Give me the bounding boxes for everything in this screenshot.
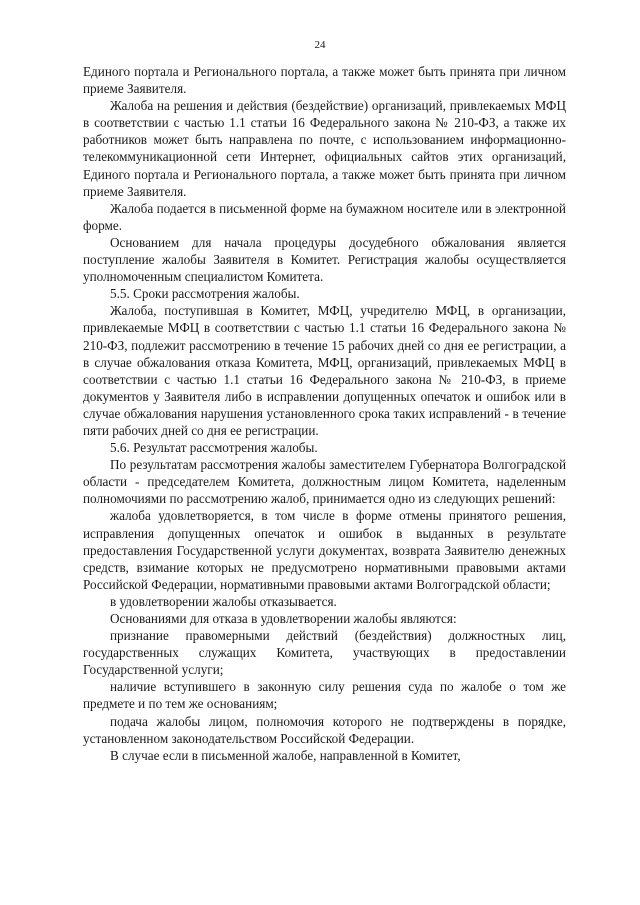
- paragraph: в удовлетворении жалобы отказывается.: [110, 593, 337, 609]
- paragraph: Единого портала и Регионального портала, а также может быть принята при личном приеме Заявителя.: [83, 64, 566, 97]
- paragraph: Основаниями для отказа в удовлетворении жалобы являются:: [110, 611, 457, 626]
- paragraph: жалоба удовлетворяется, в том числе в форме отмены принятого решения, исправления допущенных опечаток и ошибок в выданных в результате предоставления Государственной услуги документах, возврата Заявителю денежных средств, взимание которых не предусмотрено нормативными правовыми актами Российской Федерации, нормативными правовыми актами Волгоградской области;: [83, 508, 566, 592]
- page-number: 24: [314, 39, 326, 51]
- paragraph: В случае если в письменной жалобе, направленной в Комитет,: [110, 747, 461, 763]
- document-body: [83, 63, 566, 764]
- paragraph: 5.5. Сроки рассмотрения жалобы.: [110, 286, 300, 302]
- paragraph: наличие вступившего в законную силу решения суда по жалобе о том же предмете и по тем же основаниям;: [83, 679, 566, 712]
- paragraph: признание правомерными действий (бездействия) должностных лиц, государственных служащих Комитета, участвующих в предоставлении Государственной услуги;: [83, 628, 566, 678]
- paragraph: Жалоба на решения и действия (бездействие) организаций, привлекаемых МФЦ в соответствии с частью 1.1 статьи 16 Федерального закона № 210-ФЗ, а также их работников может быть направлена по почте, с использованием информационно-телекоммуникационной сети Интернет, официальных сайтов этих организаций, Единого портала и Регионального портала, а также может быть принята при личном приеме Заявителя.: [83, 98, 566, 199]
- paragraph: Жалоба подается в письменной форме на бумажном носителе или в электронной форме.: [83, 200, 566, 233]
- paragraph: По результатам рассмотрения жалобы заместителем Губернатора Волгоградской области - председателем Комитета, должностным лицом Комитета, наделенным полномочиями по рассмотрению жалоб, принимается одно из следующих решений:: [83, 457, 566, 507]
- paragraph: Жалоба, поступившая в Комитет, МФЦ, учредителю МФЦ, в организации, привлекаемые МФЦ в соответствии с частью 1.1 статьи 16 Федерального закона № 210-ФЗ, подлежит рассмотрению в течение 15 рабочих дней со дня ее регистрации, а в случае обжалования отказа Комитета, МФЦ, организаций, привлекаемых МФЦ в соответствии с частью 1.1 статьи 16 Федерального закона № 210-ФЗ, в приеме документов у Заявителя либо в исправлении допущенных опечаток и ошибок или в случае обжалования нарушения установленного срока таких исправлений - в течение пяти рабочих дней со дня ее регистрации.: [83, 303, 566, 438]
- paragraph: подача жалобы лицом, полномочия которого не подтверждены в порядке, установленном законодательством Российской Федерации.: [83, 713, 566, 746]
- paragraph: Основанием для начала процедуры досудебного обжалования является поступление жалобы Заявителя в Комитет. Регистрация жалобы осуществляется уполномоченным специалистом Комитета.: [83, 234, 566, 285]
- paragraph: 5.6. Результат рассмотрения жалобы.: [110, 440, 318, 456]
